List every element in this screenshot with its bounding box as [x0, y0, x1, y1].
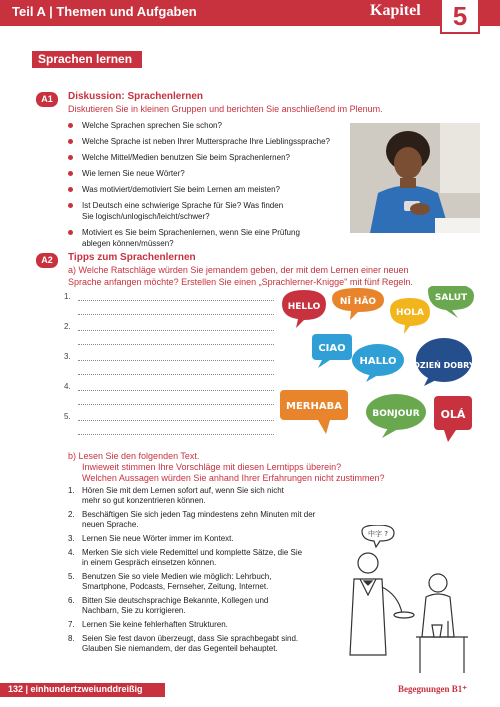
section-title: Sprachen lernen: [32, 51, 142, 68]
dotted-line: [78, 420, 274, 421]
tip-number: 4.: [68, 548, 75, 557]
task-badge-a1: A1: [36, 92, 58, 107]
dotted-line: [78, 434, 274, 435]
bubble-hola: [390, 298, 430, 334]
bubble-ciao: [312, 334, 352, 368]
greeting-bubbles: [278, 286, 478, 446]
bullet-icon: [68, 123, 73, 128]
question-text: Wie lernen Sie neue Wörter?: [82, 169, 185, 178]
tip-text: Lernen Sie neue Wörter immer im Kontext.: [82, 534, 234, 543]
list-item: [68, 634, 318, 654]
bullet-icon: [68, 187, 73, 192]
dotted-line: [78, 360, 274, 361]
bullet-icon: [68, 139, 73, 144]
tip-number: 5.: [68, 572, 75, 581]
dotted-line: [78, 404, 274, 405]
bubble-text: CIAO: [318, 343, 346, 354]
tip-number: 8.: [68, 634, 75, 643]
bubble-dzien-dobry: [413, 338, 475, 386]
tip-text: Hören Sie mit dem Lernen sofort auf, wenn Sie sich nicht mehr so gut konzentrieren können.: [82, 486, 284, 505]
bubble-nihao: [332, 288, 384, 320]
tip-list: [68, 486, 318, 658]
answer-line[interactable]: [64, 292, 274, 320]
bubble-text: BONJOUR: [372, 409, 420, 419]
question-text: Welche Sprachen sprechen Sie schon?: [82, 121, 222, 130]
bubble-text: SALUT: [434, 293, 468, 303]
list-item: [68, 136, 358, 147]
dotted-line: [78, 390, 274, 391]
bubble-text: OLÁ: [440, 408, 466, 421]
bubble-text: HOLA: [396, 308, 424, 318]
question-list: [68, 120, 358, 254]
list-item: [68, 184, 358, 195]
tip-number: 3.: [68, 534, 75, 543]
dotted-line: [78, 374, 274, 375]
question-text: Welche Mittel/Medien benutzen Sie beim Sprachenlernen?: [82, 153, 290, 162]
bullet-icon: [68, 203, 73, 208]
tip-text: Lernen Sie keine fehlerhaften Strukturen.: [82, 620, 228, 629]
task-title-a1: Diskussion: Sprachenlernen: [68, 91, 204, 102]
tip-number: 2.: [68, 510, 75, 519]
dotted-line: [78, 314, 274, 315]
guest-figure: [416, 574, 468, 673]
task-part-b-intro: b) Lesen Sie den folgenden Text.: [68, 451, 200, 461]
bubble-text: NĪ HĂO: [339, 297, 377, 307]
tip-text: Seien Sie fest davon überzeugt, dass Sie sprachbegabt sind. Glauben Sie niemandem, der das Gegenteil behauptet.: [82, 634, 299, 653]
list-item: [68, 486, 303, 506]
question-text: Was motiviert/demotiviert Sie beim Lernen am meisten?: [82, 185, 280, 194]
question-text: Welche Sprache ist neben Ihrer Muttersprache Ihre Lieblingssprache?: [82, 137, 330, 146]
header-title: Teil A | Themen und Aufgaben: [12, 4, 197, 19]
list-item: [68, 200, 288, 222]
answer-line[interactable]: [64, 382, 274, 410]
dotted-line: [78, 344, 274, 345]
bullet-icon: [68, 230, 73, 235]
tip-number: 7.: [68, 620, 75, 629]
task-subtitle-a1: Diskutieren Sie in kleinen Gruppen und berichten Sie anschließend im Plenum.: [68, 104, 383, 114]
answer-line[interactable]: [64, 412, 274, 440]
list-item: [68, 120, 358, 131]
line-number: 2.: [64, 322, 71, 331]
chapter-box: [440, 0, 480, 34]
bubble-text: MERHABA: [286, 401, 342, 412]
speech-bubble-icon: [362, 525, 394, 547]
restaurant-cartoon: [298, 525, 478, 675]
dotted-line: [78, 300, 274, 301]
answer-line[interactable]: [64, 352, 274, 380]
line-number: 1.: [64, 292, 71, 301]
chapter-label: Kapitel: [370, 2, 421, 19]
bubble-text: DZIEŃ DOBRY: [413, 361, 475, 370]
waiter-figure: [350, 553, 414, 655]
bubble-text: HELLO: [287, 302, 321, 312]
question-text: Ist Deutsch eine schwierige Sprache für Sie? Was finden Sie logisch/unlogisch/leicht/schwer?: [82, 201, 284, 221]
speech-glyphs: 中字 ?: [368, 530, 388, 538]
book-title: Begegnungen B1⁺: [398, 684, 468, 694]
bubble-text: HALLO: [359, 356, 397, 367]
dotted-line: [78, 330, 274, 331]
line-number: 3.: [64, 352, 71, 361]
bubble-merhaba: [280, 390, 348, 434]
bullet-icon: [68, 155, 73, 160]
line-number: 5.: [64, 412, 71, 421]
task-badge-a2: A2: [36, 253, 58, 268]
bubble-hello: [282, 290, 326, 328]
tip-number: 6.: [68, 596, 75, 605]
bubble-salut: [428, 286, 474, 318]
tip-text: Benutzen Sie so viele Medien wie möglich: Lehrbuch, Smartphone, Podcasts, Fernseher, Zeitung, Internet.: [82, 572, 272, 591]
task-part-a: a) Welche Ratschläge würden Sie jemandem geben, der mit dem Lernen einer neuen Sprache anfangen möchte? Erstellen Sie einen „Sprachlerner-Knigge" mit fünf Regeln.: [68, 265, 413, 287]
chapter-number: 5: [452, 1, 468, 31]
bubble-ola: [434, 396, 472, 442]
bullet-icon: [68, 171, 73, 176]
list-item: [68, 620, 318, 630]
page-number: 132 | einhundertzweiunddreißig: [8, 684, 143, 694]
question-text: Motiviert es Sie beim Sprachenlernen, wenn Sie eine Prüfung ablegen können/müssen?: [82, 228, 300, 248]
list-item: [68, 152, 358, 163]
list-item: [68, 168, 358, 179]
tip-text: Beschäftigen Sie sich jeden Tag mindestens zehn Minuten mit der neuen Sprache.: [82, 510, 316, 529]
task-title-a2: Tipps zum Sprachenlernen: [68, 252, 196, 263]
tip-number: 1.: [68, 486, 75, 495]
list-item: [68, 534, 318, 544]
tip-text: Bitten Sie deutschsprachige Bekannte, Kollegen und Nachbarn, Sie zu korrigieren.: [82, 596, 269, 615]
bubble-hallo: [352, 344, 404, 382]
list-item: [68, 227, 318, 249]
list-item: [68, 510, 318, 530]
task-part-b-question-2: Welchen Aussagen würden Sie anhand Ihrer Erfahrungen nicht zustimmen?: [82, 473, 385, 483]
task-part-b-question-1: Inwieweit stimmen Ihre Vorschläge mit diesen Lerntipps überein?: [82, 462, 342, 472]
list-item: [68, 596, 298, 616]
student-photo: [350, 123, 480, 233]
student-illustration: [350, 123, 480, 233]
tip-text: Merken Sie sich viele Redemittel und komplette Sätze, die Sie in einem Gespräch einsetzen können.: [82, 548, 303, 567]
list-item: [68, 548, 308, 568]
answer-line[interactable]: [64, 322, 274, 350]
bubble-bonjour: [366, 394, 426, 438]
line-number: 4.: [64, 382, 71, 391]
list-item: [68, 572, 298, 592]
